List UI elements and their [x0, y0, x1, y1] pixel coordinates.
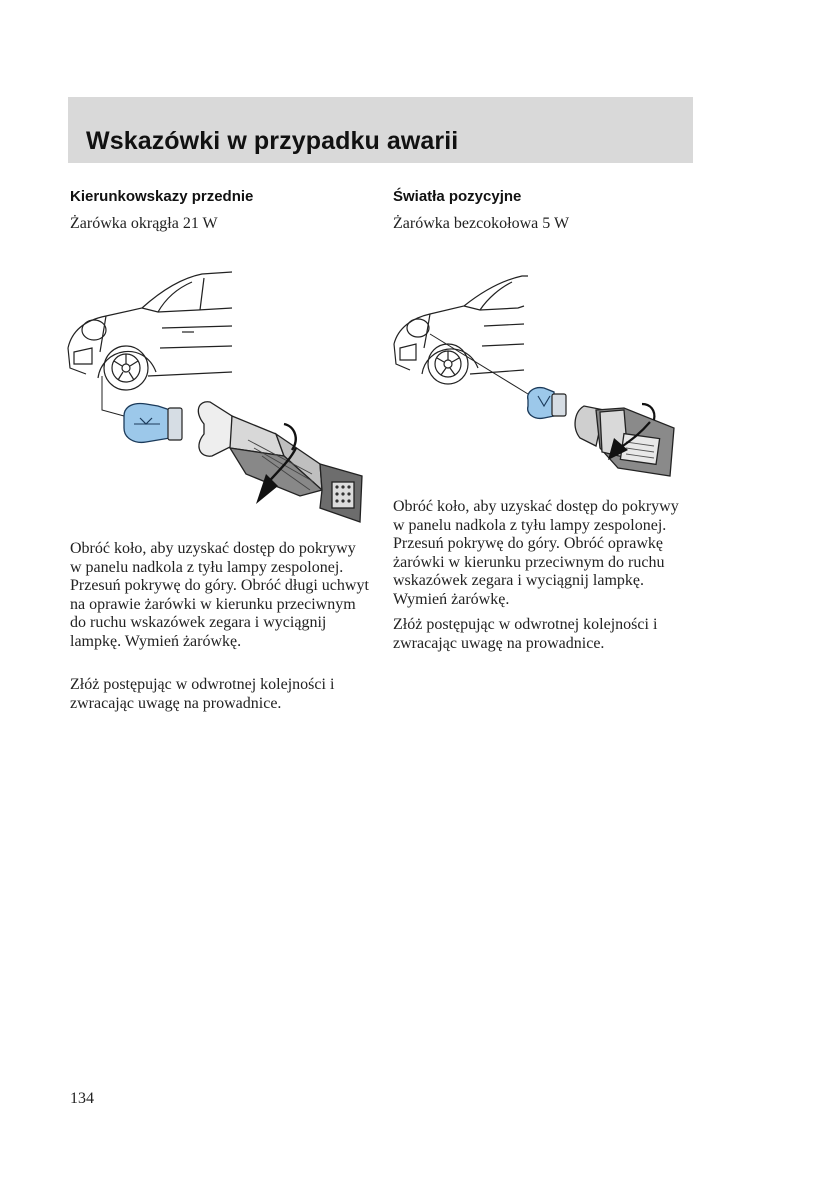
paragraph-front-indicator-reassembly: Złóż postępując w odwrotnej kolejności i zwracając uwagę na prowadnice. — [70, 676, 335, 712]
bulb-spec-position-lights: Żarówka bezcokołowa 5 W — [393, 215, 570, 232]
paragraph-position-light-instructions: Obróć koło, aby uzyskać dostęp do pokrywy w panelu nadkola z tyłu lampy zespolonej. Przesuń pokrywę do góry. Obróć oprawkę żarówki w kierunku przeciwnym do ruchu wskazówek zegara i wyciągnij lampkę. Wymień żarówkę. — [393, 498, 679, 608]
bulb-5w-wedge-icon — [528, 388, 566, 419]
heading-front-indicators: Kierunkowskazy przednie — [70, 188, 254, 205]
section-header-band — [68, 97, 693, 163]
bulb-spec-front-indicators: Żarówka okrągła 21 W — [70, 215, 218, 232]
position-light-illustration — [388, 270, 678, 486]
paragraph-position-light-reassembly: Złóż postępując w odwrotnej kolejności i zwracając uwagę na prowadnice. — [393, 616, 658, 652]
front-indicator-illustration — [62, 268, 368, 530]
paragraph-front-indicator-instructions: Obróć koło, aby uzyskać dostęp do pokrywy w panelu nadkola z tyłu lampy zespolonej. Przesuń pokrywę do góry. Obróć długi uchwyt na oprawie żarówki w kierunku przeciwnym do ruchu wskazówek zegara i wyciągnij lampkę. Wymień żarówkę. — [70, 540, 369, 650]
bulb-socket-icon — [575, 406, 674, 476]
page-number: 134 — [70, 1090, 94, 1107]
bulb-holder-long-icon — [198, 402, 362, 522]
page-title: Wskazówki w przypadku awarii — [86, 127, 459, 155]
bulb-21w-icon — [124, 404, 182, 443]
heading-position-lights: Światła pozycyjne — [393, 188, 522, 205]
